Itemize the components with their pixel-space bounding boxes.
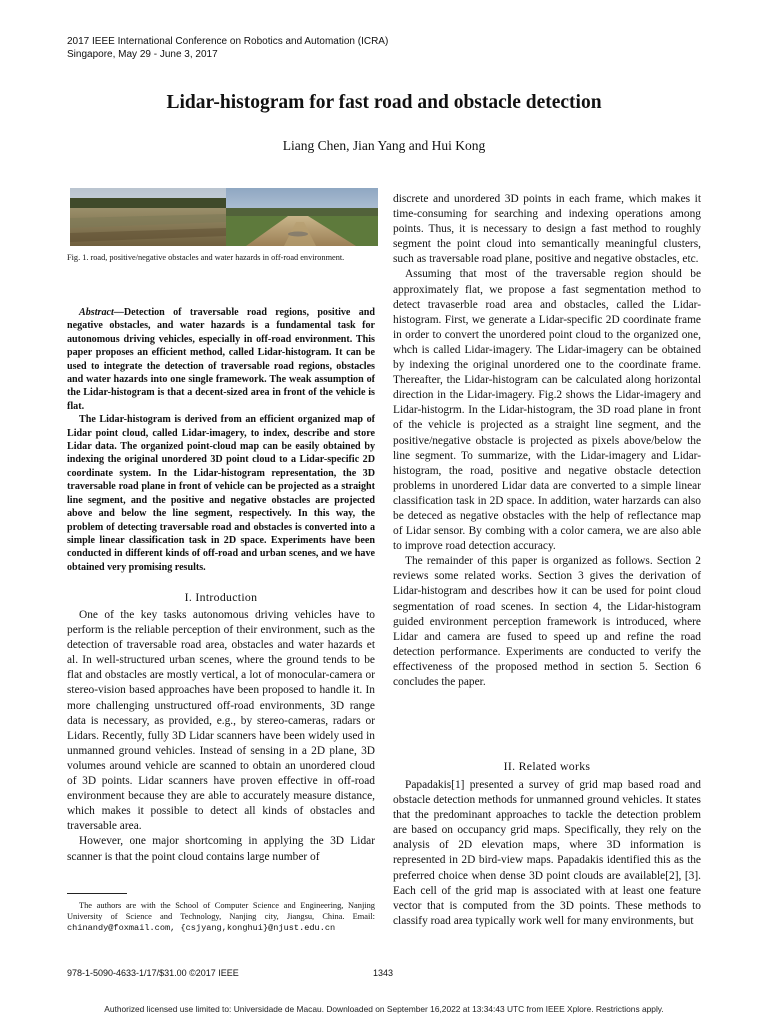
abstract [67, 306, 375, 574]
conference-header [67, 35, 388, 61]
author-footnote [67, 900, 375, 934]
figure-1-photos [70, 188, 378, 246]
intro-paragraph-2-continued: discrete and unordered 3D points in each frame, which makes it time-consuming for searching and indexing operations among points. Thus, it is necessary to design a fast method to roughly segment the point cloud into semantically meaningful clusters, such as traversable road plane, positive and negative obstacles, etc. [393, 193, 701, 266]
abstract-label: Abstract [79, 307, 114, 318]
introduction-body [67, 608, 375, 865]
license-notice: Authorized licensed use limited to: Universidade de Macau. Downloaded on September 16,2022 at 13:34:43 UTC from IEEE Xplore. Restrictions apply. [104, 1004, 664, 1014]
section-heading-introduction: I. Introduction [184, 590, 258, 604]
conference-name: 2017 IEEE International Conference on Robotics and Automation (ICRA) [67, 36, 389, 47]
intro-paragraph-2: However, one major shortcoming in applying the 3D Lidar scanner is that the point cloud contains large number of [67, 835, 375, 863]
footnote-text: The authors are with the School of Computer Science and Engineering, Nanjing University of Science and Technology, Nanjing city, Jiangsu, China. Email: [67, 901, 375, 921]
abstract-paragraph-2: The Lidar-histogram is derived from an efficient organized map of Lidar point cloud, called Lidar-imagery, to index, describe and store Lidar data. The organized point-cloud map can be easily obtained by indexing the original unordered 3D point cloud to a Lidar-specific 2D coordinate system. In the Lidar-histogram representation, the 3D traversable road plane in front of vehicle can be projected as a straight line segment, and the positive and negative obstacles are projected above and below the line segment, respectively. In this way, the problem of detecting traversable road and obstacles is converted into a simple linear classification task in 2D space. Experiments have been conducted in different kinds of off-road and urban scenes, and we have obtained very promising results. [67, 414, 375, 573]
paper-title: Lidar-histogram for fast road and obstacle detection [166, 92, 602, 113]
paper-authors: Liang Chen, Jian Yang and Hui Kong [282, 138, 486, 153]
right-column [393, 192, 701, 690]
page-number: 1343 [373, 968, 394, 978]
related-works-body [393, 778, 701, 929]
isbn-copyright: 978-1-5090-4633-1/17/$31.00 ©2017 IEEE [67, 968, 239, 978]
photo-offroad-field [70, 188, 226, 246]
figure-1-caption: Fig. 1. road, positive/negative obstacles and water hazards in off-road environment. [67, 253, 345, 262]
intro-paragraph-4: The remainder of this paper is organized as follows. Section 2 reviews some related works. Section 3 gives the derivation of Lidar-histogram and describes how it can be used for point cloud segmentation of road scenes. In section 4, the Lidar-histogram guided environment perception framework is introduced, where Lidar and camera are fused to speed up and refine the road detection performance. Experiments are conducted to verify the effectiveness of the proposed method in section 5. Section 6 concludes the paper. [393, 555, 701, 688]
intro-paragraph-3: Assuming that most of the traversable region should be approximately flat, we propose a fast segmentation method to detect travaserble road area and obstacles, called the Lidar-histogram. First, we generate a Lidar-specific 2D coordinate frame in order to convert the unordered point cloud to the organized one, whch is called Lidar-imagery. The Lidar-imagery can be obtained by indexing the original unordered one to the coordinate frame. Thereafter, the Lidar-histogram can be calculated along horizontal direction in the Lidar-imagery. Fig.2 shows the Lidar-imagery and Lidar-histogrm. In the Lidar-histogram, the 3D road plane in front of the vehicle is projected as a straight line segment, and the positive/negative obstacle is projected as pixels above/below the line segment. To summarize, with the Lidar-imagery and Lidar-histogram, the road, positive and negative obstacle detection problems in unordered Lidar data are converted to a simple linear classification task in 2D space. In addition, water harzards can also be deteced as negative obstacles with the help of reflectance map of Lidar sensor. By combing with a color camera, we are also able to improve road detection accuracy. [393, 268, 701, 553]
related-paragraph-1: Papadakis[1] presented a survey of grid map based road and obstacle detection methods for unmanned ground vehicles. It states that the predominant approaches to tackle the detection problem are based on occupancy grid maps. Specifically, they rely on the analysis of 2D elevation maps, where 3D information is represented in 2D bird-view maps. Papadakis identified this as the preferred choice when dense 3D point clouds are available[2], [3]. Each cell of the grid map is associated with at least one feature vector that is computed from the 3D points. These methods to classify road area typically work well for many environments, but [393, 779, 701, 927]
abstract-text-1: —Detection of traversable road regions, positive and negative obstacles, and water hazards is a fundamental task for autonomous driving vehicles, especially in off-road environment. This paper proposes an efficient method, called Lidar-histogram. It can be used to integrate the detection of traversable road regions, obstacles and water hazards into one single framework. The weak assumption of the Lidar-histogram is that a decent-sized area in front of the vehicle is flat. [67, 307, 375, 412]
photo-dirt-road [226, 188, 378, 246]
conference-location-date: Singapore, May 29 - June 3, 2017 [67, 49, 218, 60]
footnote-divider [67, 893, 127, 894]
abstract-paragraph-1 [67, 306, 375, 413]
intro-paragraph-1: One of the key tasks autonomous driving vehicles have to perform is the reliable perception of their environment, such as the detection of traversable road area, obstacles and water hazards et al. In well-structured urban scenes, where the ground tends to be flat and obstacles are mostly vertical, a lot of monocular-camera or stereo-vision based approaches have been proposed to handle it. In more challenging unstructured off-road environments, 3D range data is necessary, as provided, e.g., by stereo-cameras, radars or Lidars. Recently, fully 3D Lidar scanners have been widely used in unmanned ground vehicles. Instead of sensing in a 2D plane, 3D volumes around vehicle are scanned to obtain an unordered cloud of 3D points. Lidar scanners have proven effective in off-road environment because they are able to accurately measure distance, which makes it possible to detect all kinds of obstacles and traversable area. [67, 609, 375, 833]
section-heading-related-works: II. Related works [503, 759, 591, 773]
footnote-emails: chinandy@foxmail.com, {csjyang,konghui}@njust.edu.cn [67, 923, 336, 933]
